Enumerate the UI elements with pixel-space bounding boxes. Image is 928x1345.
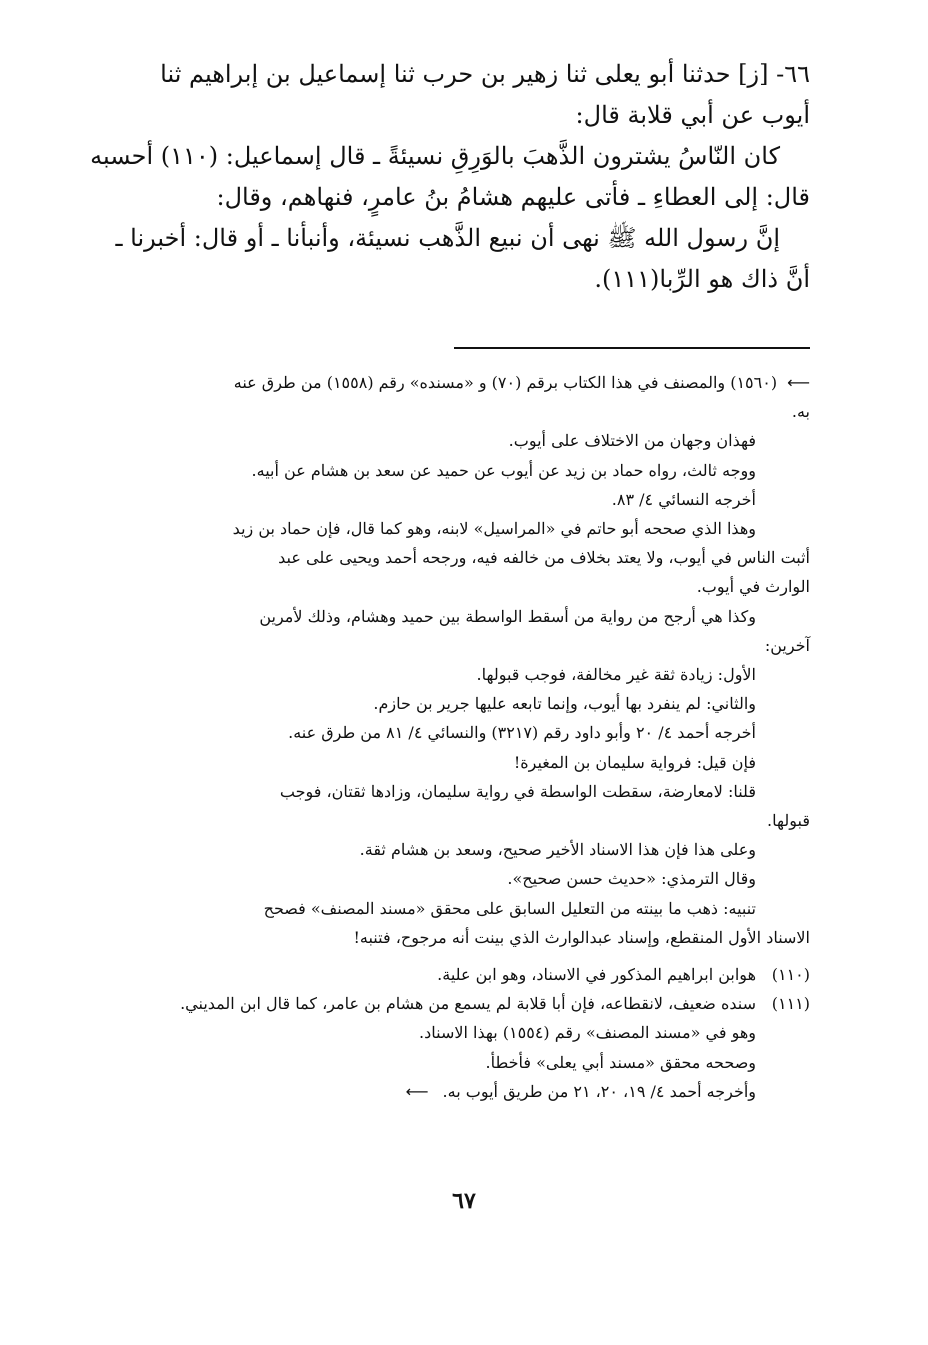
footnote-111-text-4: وأخرجه أحمد ٤/ ١٩، ٢٠، ٢١ من طريق أيوب به. [442,1081,756,1101]
hadith-text [90,54,810,300]
continued-note-line-10: آخرين: [764,635,810,655]
continued-note-line-2: به. [791,402,810,422]
hadith-line-5: إنَّ رسول الله ﷺ نهى أن نبيع الذَّهب نسيئة، وأنبأنا ـ أو قال: أخبرنا ـ [115,224,780,252]
continued-note-line-8: الوارث في أيوب. [696,577,810,597]
continued-note-line-18: وقال الترمذي: «حديث حسن صحيح». [507,869,756,889]
continued-note-line-3: فهذان وجهان من الاختلاف على أيوب. [508,431,756,451]
footnote-111-line-2: وهو في «مسند المصنف» رقم (١٥٥٤) بهذا الاسناد. [419,1023,756,1043]
continued-note-line-5: أخرجه النسائي ٤/ ٨٣. [611,489,756,509]
footnote-111-line-3: وصححه محقق «مسند أبي يعلى» فأخطأ. [485,1052,756,1072]
footnote-111-number: (١١١) [771,994,810,1014]
hadith-line-1: ٦٦- [ز] حدثنا أبو يعلى ثنا زهير بن حرب ثنا إسماعيل بن إبراهيم ثنا [160,60,810,88]
footnote-111-line-4 [188,1077,810,1106]
footnote-111 [180,989,810,1018]
continued-note-line-4: ووجه ثالث، رواه حماد بن زيد عن أيوب عن حميد عن سعد بن هشام عن أبيه. [251,460,756,480]
continued-note-line-1 [188,368,810,397]
hadith-line-2: أيوب عن أبي قلابة قال: [575,101,810,129]
continued-note-line-14: فإن قيل: فرواية سليمان بن المغيرة! [513,752,756,772]
continued-note-text-1: (١٥٦٠) والمصنف في هذا الكتاب برقم (٧٠) و «مسنده» رقم (١٥٥٨) من طرق عنه [233,373,778,392]
footnotes [180,368,810,1106]
continued-note-line-13: أخرجه أحمد ٤/ ٢٠ وأبو داود رقم (٣٢١٧) والنسائي ٤/ ٨١ من طرق عنه. [288,723,756,743]
page-number: ٦٧ [452,1188,476,1214]
continuation-arrow-icon: ⟵ [405,1081,429,1101]
hadith-line-4: قال: إلى العطاءِ ـ فأتى عليهم هشامُ بنُ عامرٍ، فنهاهم، وقال: [216,183,810,211]
continued-note-line-16: قبولها. [767,811,810,831]
continued-note-line-15: قلنا: لامعارضة، سقطت الواسطة في رواية سليمان، وزادها ثقتان، فوجب [279,781,756,801]
footnote-110-text: هوابن ابراهيم المذكور في الاسناد، وهو ابن علية. [437,965,756,985]
footnote-gap [188,952,810,960]
continued-note-line-9: وكذا هي أرجح من رواية من أسقط الواسطة بين حميد وهشام، وذلك لأمرين [259,606,756,626]
footnote-111-text-1: سنده ضعيف، لانقطاعه، فإن أبا قلابة لم يسمع من هشام بن عامر، كما قال ابن المديني. [180,994,756,1014]
continued-note-line-11: الأول: زيادة ثقة غير مخالفة، فوجب قبولها. [476,665,756,685]
continuation-arrow-icon: ⟵ [787,373,810,392]
continued-note-line-17: وعلى هذا فإن هذا الاسناد الأخير صحيح، وسعد بن هشام ثقة. [359,840,756,860]
footnote-divider [454,347,810,349]
continued-note-line-19: تنبيه: ذهب ما بينته من التعليل السابق على محقق «مسند المصنف» فصحح [263,898,756,918]
continued-note-line-7: أثبت الناس في أيوب، ولا يعتد بخلاف من خالفه فيه، ورجحه أحمد ويحيى على عبد [278,548,810,568]
continued-note-line-20: الاسناد الأول المنقطع، وإسناد عبدالوارث الذي بينت أنه مرجوح، فتنبه! [353,927,810,947]
footnote-110 [188,960,810,989]
continued-note-line-12: والثاني: لم ينفرد بها أيوب، وإنما تابعه عليها جرير بن حازم. [373,694,756,714]
footnote-110-number: (١١٠) [771,965,810,985]
continued-note-line-6: وهذا الذي صححه أبو حاتم في «المراسيل» لابنه، وهو كما قال، فإن حماد بن زيد [232,519,756,539]
hadith-line-6: أنَّ ذاك هو الرِّبا(١١١). [594,265,810,293]
hadith-line-3: كان النّاسُ يشترون الذَّهبَ بالوَرِقِ نسيئةً ـ قال إسماعيل: (١١٠) أحسبه [90,142,780,170]
